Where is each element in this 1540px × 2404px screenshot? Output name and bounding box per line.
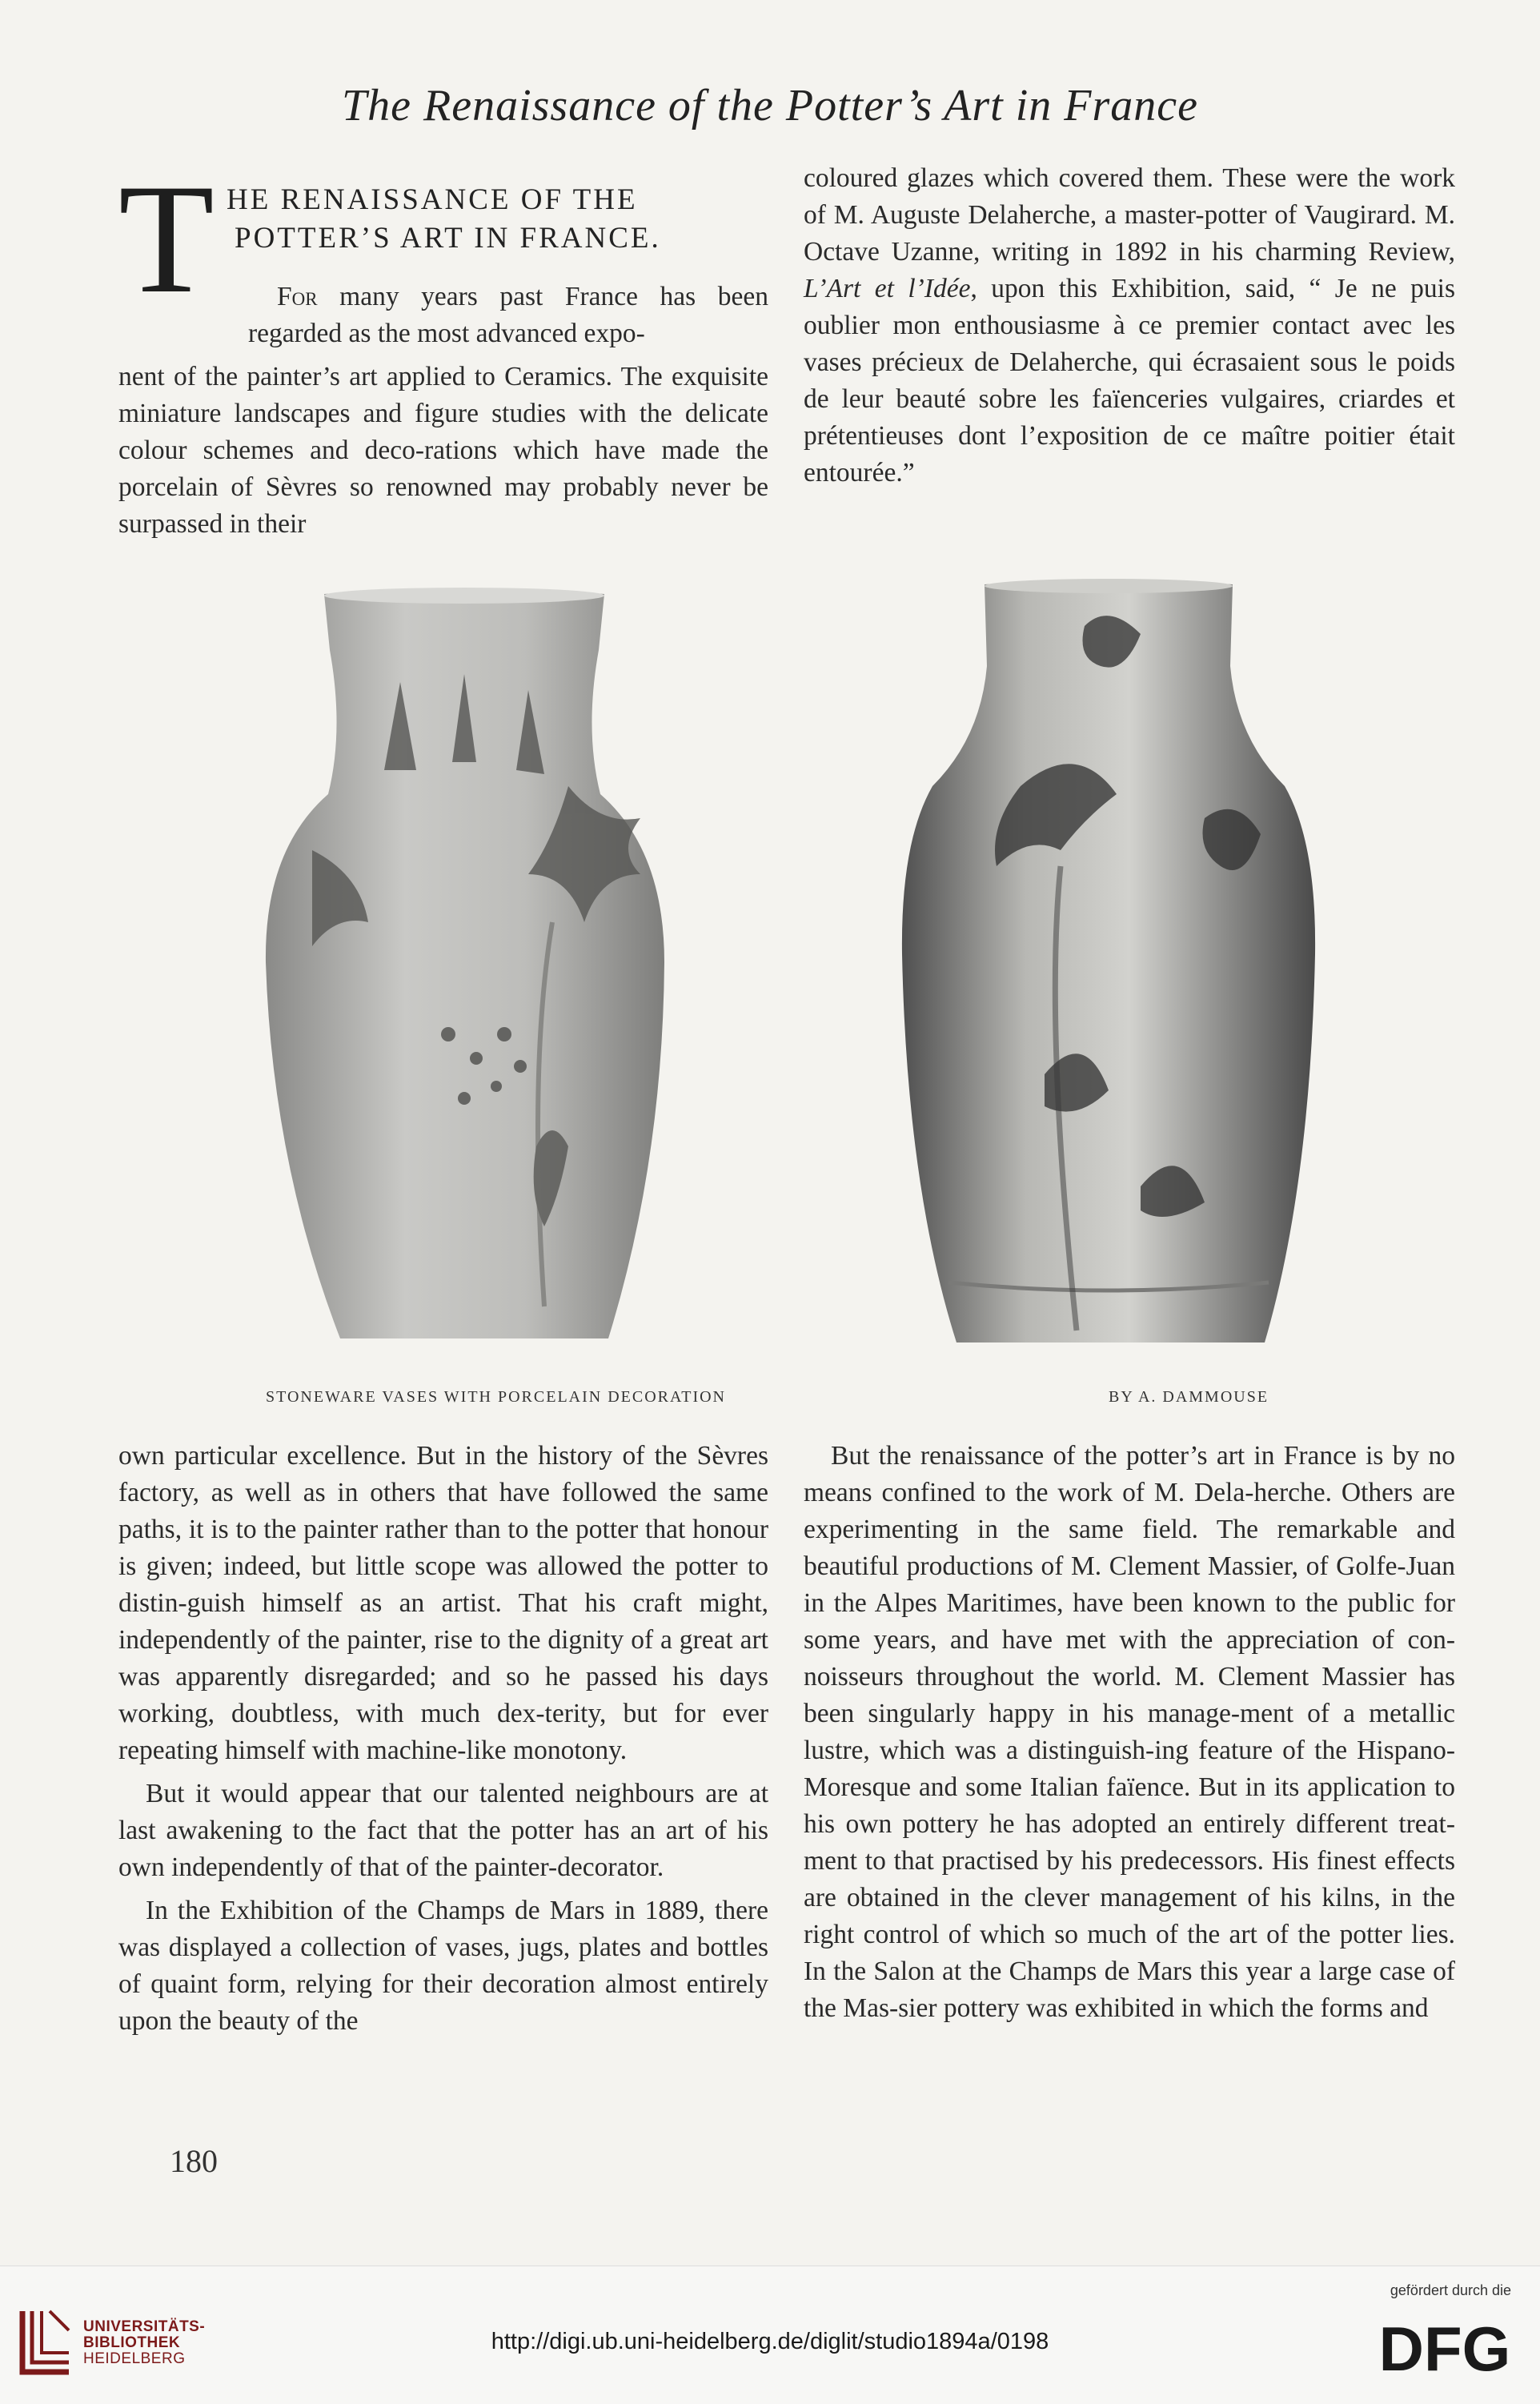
dfg-logo-text: DFG — [1378, 2314, 1511, 2384]
sevres-paragraph: own particular excellence. But in the history of the Sèvres factory, as well as in others that have followed the same paths, it is to the painter rather than to the potter that honour is given; indeed, but little scope was allowed the potter to distin-guish himself as an artist. That his craft might, independently of the painter, rise to the dignity of a great art was apparently disregarded; and so he passed his days working, doubtless, with much dex-terity, but for ever repeating himself with machine-like monotony. — [118, 1441, 768, 1765]
intro-lead — [248, 279, 768, 352]
library-name-line-2: BIBLIOTHEK — [83, 2334, 181, 2351]
article-title-line-1: HE RENAISSANCE OF THE — [227, 183, 638, 216]
right-top-column — [804, 160, 1455, 492]
permalink-url[interactable]: http://digi.ub.uni-heidelberg.de/diglit/studio1894a/0198 — [491, 2329, 1049, 2354]
page-number: 180 — [170, 2143, 218, 2179]
library-name-line-3: HEIDELBERG — [83, 2350, 186, 2367]
delaherche-text-a: coloured glazes which covered them. These were the work of M. Auguste Delaherche, a master-potter of Vaugirard. M. Octave Uzanne, writing in 1892 in his charming Review, — [804, 163, 1455, 267]
review-title: L’Art et l’Idée — [804, 274, 971, 303]
dfg-logo-icon — [1374, 2308, 1516, 2385]
delaherche-paragraph — [804, 160, 1455, 492]
neighbours-paragraph: But it would appear that our talented neighbours are at last awakening to the fact that the potter has an art of his own independently of that of the painter-decorator. — [118, 1779, 768, 1882]
right-bottom-column — [804, 1438, 1455, 2027]
drop-cap: T — [118, 152, 215, 326]
article-title — [227, 181, 779, 258]
intro-column — [118, 152, 768, 543]
delaherche-text-b: , upon this Exhibition, said, “ Je ne puis oublier mon enthousiasme à ce premier contact avec les vases précieux de Delaherche, qui écrasaient sous le poids de leur beauté sobre les faïenceries vulgaires, criardes et prétentieuses dont l’exposition de ce maître poitier était entourée.” — [804, 274, 1456, 488]
funded-by-label: gefördert durch die — [1390, 2282, 1511, 2298]
running-title: The Renaissance of the Potter’s Art in France — [342, 81, 1198, 130]
figure-caption-right: BY A. DAMMOUSE — [1109, 1388, 1269, 1406]
article-heading — [118, 152, 768, 359]
figure-caption-left: STONEWARE VASES WITH PORCELAIN DECORATION — [266, 1388, 726, 1406]
right-vase-illustration — [900, 578, 1317, 1346]
article-title-line-2: POTTER’S ART IN FRANCE. — [235, 222, 661, 255]
library-name-line-1: UNIVERSITÄTS- — [83, 2318, 206, 2335]
left-bottom-column — [118, 1438, 768, 2040]
lead-rest: many years past France has been regarded as the most advanced expo- — [248, 282, 768, 348]
lead-smallcaps: For — [277, 282, 318, 311]
footer-bar — [0, 2266, 1540, 2404]
exhibition-paragraph: In the Exhibition of the Champs de Mars in 1889, there was displayed a collection of vases, jugs, plates and bottles of quaint form, relying for their decoration almost entirely upon the beauty of the — [118, 1896, 768, 2036]
massier-paragraph: But the renaissance of the potter’s art in France is by no means confined to the work of M. Dela-herche. Others are experimenting in the same field. The remarkable and beautiful productions of M. Clement Massier, of Golfe-Juan in the Alpes Maritimes, have been known to the public for some years, and have met with the appreciation of con-noisseurs throughout the world. M. Clement Massier has been singularly happy in his manage-ment of a metallic lustre, which was a distinguish-ing feature of the Hispano-Moresque and some Italian faïence. But in its application to his own pottery he has adopted an entirely different treat-ment to that practised by his predecessors. His finest effects are obtained in the clever management of his kilns, in the right control of which so much of the art of the potter lies. In the Salon at the Champs de Mars this year a large case of the Mas-sier pottery was exhibited in which the forms and — [804, 1441, 1455, 2023]
left-vase-illustration — [264, 586, 664, 1345]
intro-paragraph: nent of the painter’s art applied to Ceramics. The exquisite miniature landscapes and figure studies with the delicate colour schemes and deco-rations which have made the porcelain of Sèvres so renowned may probably never be surpassed in their — [118, 362, 768, 539]
